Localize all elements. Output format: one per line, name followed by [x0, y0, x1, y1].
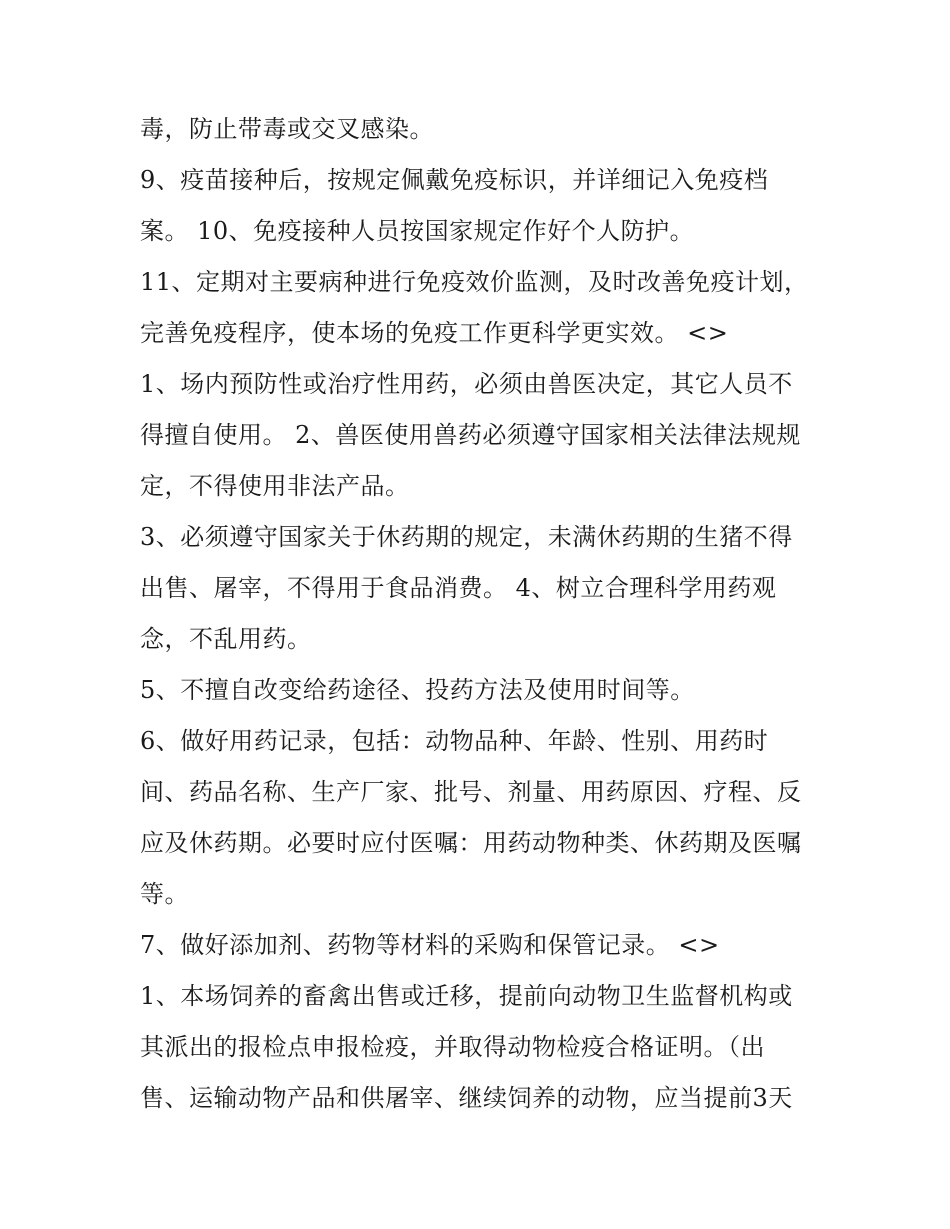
- text-line-17: 7、做好添加剂、药物等材料的采购和保管记录。 <>: [140, 931, 720, 959]
- text-line-3: 案。 10、免疫接种人员按国家规定作好个人防护。: [140, 217, 695, 245]
- text-line-7: 得擅自使用。 2、兽医使用兽药必须遵守国家相关法律法规规: [140, 421, 801, 449]
- text-line-2: 9、疫苗接种后，按规定佩戴免疫标识，并详细记入免疫档: [140, 166, 769, 194]
- text-line-15: 应及休药期。必要时应付医嘱：用药动物种类、休药期及医嘱: [140, 829, 802, 857]
- text-line-13: 6、做好用药记录，包括：动物品种、年龄、性别、用药时: [140, 727, 769, 755]
- text-line-19: 其派出的报检点申报检疫，并取得动物检疫合格证明。（出: [140, 1033, 765, 1061]
- text-line-6: 1、场内预防性或治疗性用药，必须由兽医决定，其它人员不: [140, 370, 793, 398]
- text-line-8: 定，不得使用非法产品。: [140, 472, 410, 500]
- text-line-12: 5、不擅自改变给药途径、投药方法及使用时间等。: [140, 676, 695, 704]
- text-line-10: 出售、屠宰，不得用于食品消费。 4、树立合理科学用药观: [140, 574, 777, 602]
- text-line-5: 完善免疫程序，使本场的免疫工作更科学更实效。 <>: [140, 319, 729, 347]
- text-line-20: 售、运输动物产品和供屠宰、继续饲养的动物，应当提前3天: [140, 1084, 793, 1112]
- text-line-14: 间、药品名称、生产厂家、批号、剂量、用药原因、疗程、反: [140, 778, 802, 806]
- text-line-4: 11、定期对主要病种进行免疫效价监测，及时改善免疫计划，: [140, 268, 809, 296]
- text-line-1: 毒，防止带毒或交叉感染。: [140, 115, 434, 143]
- text-line-11: 念，不乱用药。: [140, 625, 312, 653]
- text-line-18: 1、本场饲养的畜禽出售或迁移，提前向动物卫生监督机构或: [140, 982, 793, 1010]
- document-body: [140, 104, 830, 1124]
- text-line-16: 等。: [140, 880, 189, 908]
- text-line-9: 3、必须遵守国家关于休药期的规定，未满休药期的生猪不得: [140, 523, 793, 551]
